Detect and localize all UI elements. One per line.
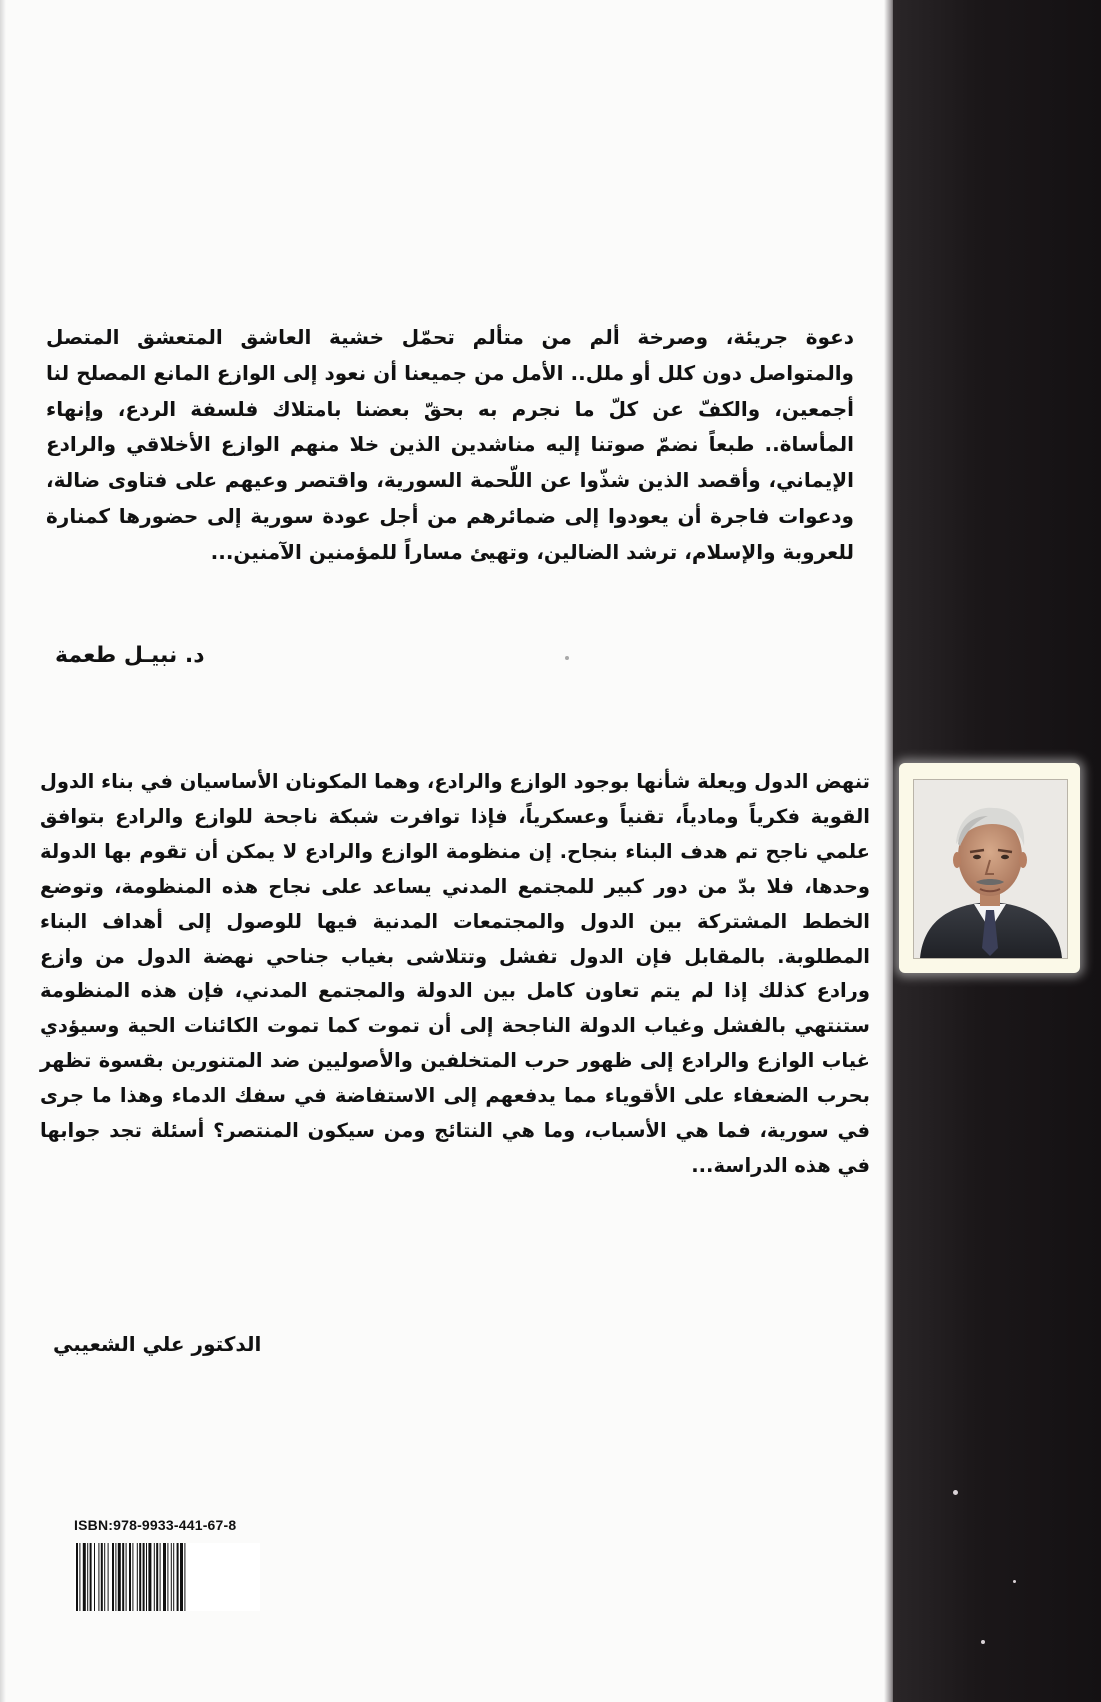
blurb-top-signature: د. نبيـل طعمة (55, 643, 205, 668)
barcode-bar (139, 1543, 141, 1611)
author-photo (913, 779, 1068, 959)
barcode-bar (87, 1543, 88, 1611)
barcode-bar (90, 1543, 92, 1611)
barcode-bar (184, 1543, 185, 1611)
barcode-bar (137, 1543, 138, 1611)
barcode-bar (126, 1543, 127, 1611)
spine-speck (981, 1640, 985, 1644)
barcode-bar (94, 1543, 95, 1611)
barcode-bar (76, 1543, 78, 1611)
barcode-bar (79, 1543, 80, 1611)
barcode-bar (108, 1543, 109, 1611)
barcode-bar (156, 1543, 158, 1611)
barcode-bar (115, 1543, 116, 1611)
barcode-bar (129, 1543, 131, 1611)
blurb-top-paragraph: دعوة جريئة، وصرخة ألم من متألم تحمّل خشية العاشق المتعشق المتصل والمتواصل دون كلل أو ملل.. الأمل من جميعنا أن نعود إلى الوازع المانع المصلح لنا أجمعين، والكفّ عن كلّ ما نجرم به بحقّ بعضنا بامتلاك فلسفة الردع، وإنهاء المأساة.. طبعاً نضمّ صوتنا إليه مناشدين الذين خلا منهم الوازع الأخلاقي والرادع الإيماني، وأقصد الذين شذّوا عن اللّحمة السورية، واقتصر وعيهم على فتاوى ضالة، ودعوات فاجرة أن يعودوا إلى ضمائرهم من أجل عودة سورية إلى حضورها كمنارة للعروبة والإسلام، ترشد الضالين، وتهيئ مساراً للمؤمنين الآمنين... (46, 325, 854, 564)
spine-speck (1013, 1580, 1016, 1583)
barcode (74, 1543, 260, 1611)
isbn-label: ISBN:978-9933-441-67-8 (74, 1517, 237, 1533)
barcode-bar (146, 1543, 147, 1611)
blurb-main-signature: الدكتور علي الشعيبي (53, 1332, 262, 1356)
barcode-bar (180, 1543, 183, 1611)
print-speck (565, 656, 569, 660)
barcode-bar (143, 1543, 145, 1611)
barcode-bar (98, 1543, 99, 1611)
barcode-bar (177, 1543, 179, 1611)
blurb-main-paragraph: تنهض الدول ويعلة شأنها بوجود الوازع والرادع، وهما المكونان الأساسيان في بناء الدول القوية فكرياً ومادياً، تقنياً وعسكرياً، فإذا توافرت شبكة ناجحة للوازع والرادع بتوافق علمي ناجح تم هدف البناء بنجاح. إن منظومة الوازع والرادع لا يمكن أن تقوم بها الدولة وحدها، فلا بدّ من دور كبير للمجتمع المدني يساعد على نجاح هذه المنظومة، وتوضع الخطط المشتركة بين الدول والمجتمعات المدنية فيها للوصول إلى أهداف البناء المطلوبة. بالمقابل فإن الدول تفشل وتتلاشى بغياب جناحي نهضة الدول من وازع ورادع كذلك إذا لم يتم تعاون كامل بين الدولة والمجتمع المدني، فإن هذه المنظومة ستنتهي بالفشل وغياب الدولة الناجحة إلى أن تموت كما تموت الكائنات الحية وسيؤدي غياب الوازع والرادع إلى ظهور حرب المتخلفين والأصوليين ضد المتنورين بقسوة تظهر بحرب الضعفاء على الأقوياء مما يدفعهم إلى الاستفاضة في سفك الدماء وهذا ما جرى في سورية، فما هي الأسباب، وما هي النتائج ومن سيكون المنتصر؟ أسئلة تجد جوابها في هذه الدراسة... (40, 770, 870, 1177)
barcode-bar (163, 1543, 166, 1611)
barcode-bar (83, 1543, 86, 1611)
barcode-bar (104, 1543, 105, 1611)
barcode-bar (171, 1543, 172, 1611)
barcode-bar (167, 1543, 168, 1611)
spine-speck (953, 1490, 958, 1495)
barcode-bar (160, 1543, 161, 1611)
barcode-bar (112, 1543, 114, 1611)
barcode-bar (148, 1543, 151, 1611)
barcode-bar (154, 1543, 155, 1611)
author-photo-frame (899, 763, 1080, 973)
cover-left-edge (0, 0, 6, 1702)
barcode-bar (173, 1543, 174, 1611)
barcode-bar (101, 1543, 103, 1611)
barcode-bar (122, 1543, 124, 1611)
barcode-bar (118, 1543, 121, 1611)
barcode-bar (132, 1543, 133, 1611)
